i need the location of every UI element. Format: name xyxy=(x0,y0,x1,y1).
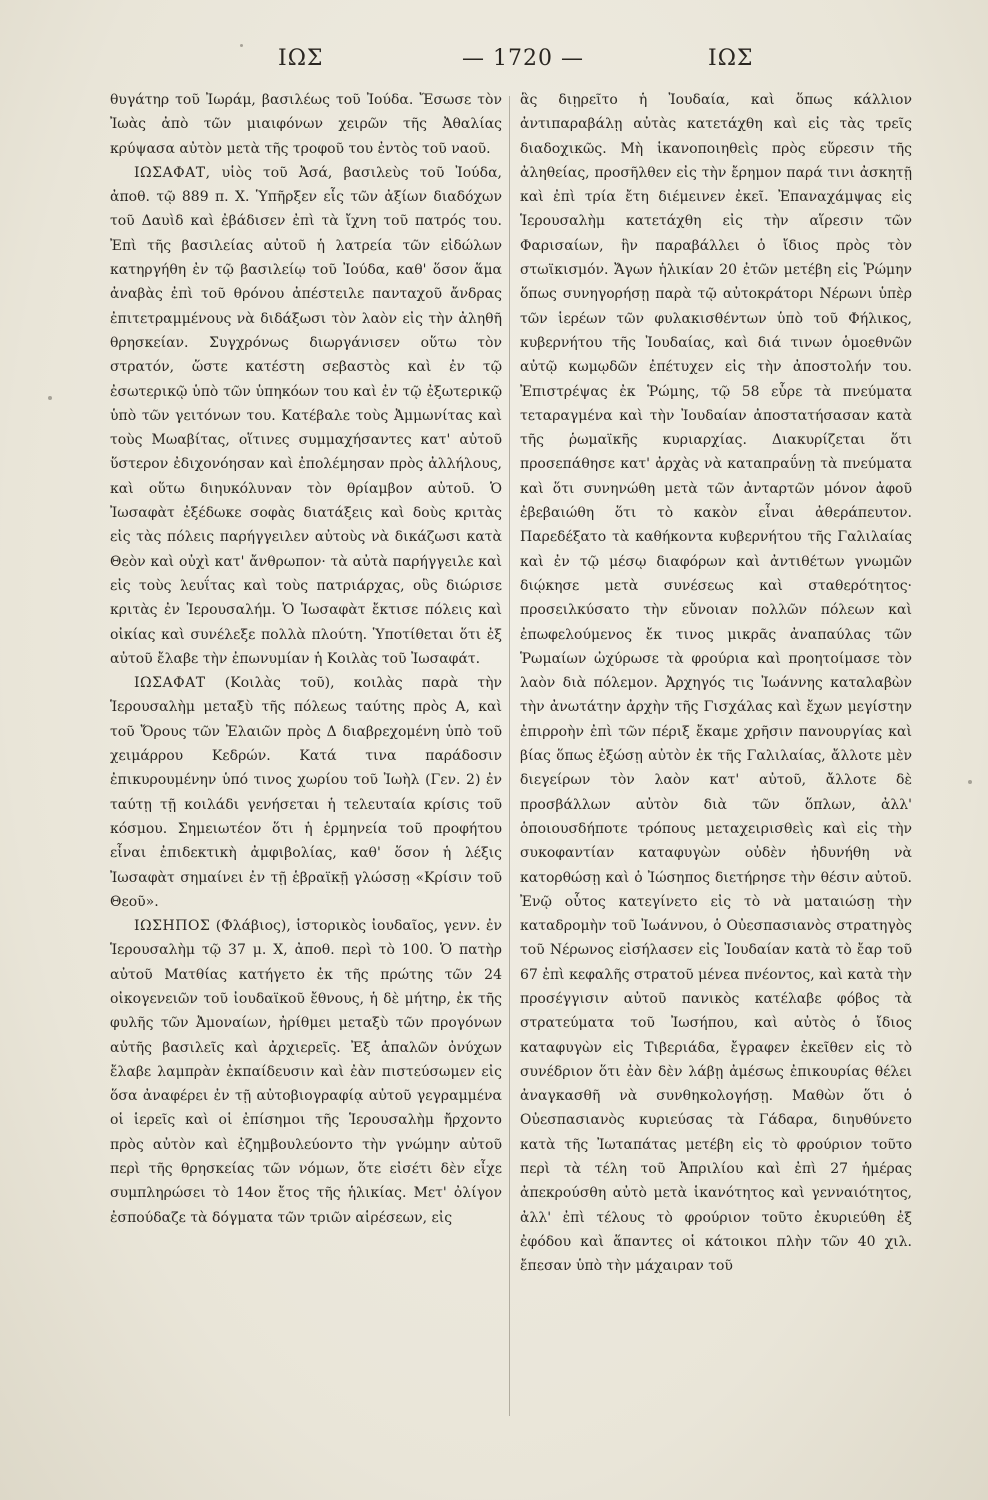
left-column xyxy=(110,88,502,1428)
paragraph-continuation: θυγάτηρ τοῦ Ἰωράμ, βασιλέως τοῦ Ἰούδα. Ἔσωσε τὸν Ἰωὰς ἀπὸ τῶν μιαιφόνων χειρῶν τῆς Ἀθαλίας κρύψασα αὐτὸν μετὰ τῆς τροφοῦ του ἐντὸς τοῦ ναοῦ. xyxy=(110,92,502,157)
running-header xyxy=(0,46,988,80)
entry-body: (Φλάβιος), ἱστορικὸς ἰουδαῖος, γενν. ἐν Ἱερουσαλὴμ τῷ 37 μ. Χ, ἀποθ. περὶ τὸ 100. Ὁ πατὴρ αὐτοῦ Ματθίας κατήγετο ἐκ τῆς πρώτης τῶν 24 οἰκογενειῶν τοῦ ἰουδαϊκοῦ ἔθνους, ἡ δὲ μήτηρ, ἐκ τῆς φυλῆς τῶν Ἀμοναίων, ἠρίθμει μεταξὺ τῶν προγόνων αὐτῆς βασιλεῖς καὶ ἀρχιερεῖς. Ἐξ ἁπαλῶν ὀνύχων ἔλαβε λαμπρὰν ἐκπαίδευσιν καὶ ἐὰν πιστεύσωμεν εἰς ὅσα ἀναφέρει ἐν τῇ αὐτοβιογραφίᾳ αὐτοῦ γεγραμμένα οἱ ἱερεῖς καὶ οἱ ἐπίσημοι τῆς Ἱερουσαλὴμ ἤρχοντο πρὸς αὐτὸν καὶ ἐζημβουλεύοντο τὴν γνώμην αὐτοῦ περὶ τῆς θρησκείας τῶν νόμων, ὅτε εἰσέτι δὲν εἶχε συμπληρώσει τὸ 14ον ἔτος τῆς ἡλικίας. Μετ' ὀλίγον ἐσπούδαζε τὰ δόγματα τῶν τριῶν αἱρέσεων, εἰς xyxy=(110,918,502,1226)
entry-iosipos xyxy=(110,914,502,1230)
entry-headword: ΙΩΣΗΠΟΣ xyxy=(134,918,211,935)
paragraph-continuation: ἃς διῃρεῖτο ἡ Ἰουδαία, καὶ ὅπως κάλλιον ἀντιπαραβάλῃ αὐτὰς κατετάχθη καὶ εἰς τὰς τρεῖς διαδοχικῶς. Μὴ ἱκανοποιηθεὶς πρὸς εὕρεσιν τῆς ἀληθείας, προσῆλθεν εἰς τὴν ἔρημον παρά τινι ἀσκητῇ καὶ ἐπὶ τρία ἔτη διέμεινεν ἐκεῖ. Ἐπαναχάμψας εἰς Ἱερουσαλὴμ κατετάχθη εἰς τὴν αἵρεσιν τῶν Φαρισαίων, ἣν παραβάλλει ὁ ἴδιος πρὸς τὸν στωϊκισμόν. Ἄγων ἡλικίαν 20 ἐτῶν μετέβη εἰς Ῥώμην ὅπως συνηγορήσῃ παρὰ τῷ αὐτοκράτορι Νέρωνι ὑπὲρ τῶν ἱερέων τῶν φυλακισθέντων ὑπὸ τοῦ Φήλικος, κυβερνήτου τῆς Ἰουδαίας, καὶ διά τινων ὁμοεθνῶν αὐτῷ κωμῳδῶν ἐπέτυχεν εἰς τὴν ἀποστολήν του. Ἐπιστρέψας ἐκ Ῥώμης, τῷ 58 εὗρε τὰ πνεύματα τεταραγμένα καὶ τὴν Ἰουδαίαν ἀποστατήσασαν κατὰ τῆς ῥωμαϊκῆς κυριαρχίας. Διακυρίζεται ὅτι προσεπάθησε κατ' ἀρχὰς νὰ καταπραΰνῃ τὰ πνεύματα καὶ ὅτι συνηνώθη μετὰ τῶν ἀνταρτῶν μόνον ἀφοῦ ἐβεβαιώθη ὅτι τὸ κακὸν εἶναι ἀθεράπευτον. Παρεδέξατο τὰ καθήκοντα κυβερνήτου τῆς Γαλιλαίας καὶ ἐν τῷ μέσῳ διαφόρων καὶ ἀντιθέτων γνωμῶν διῴκησε μετὰ συνέσεως καὶ σταθερότητος· προσειλκύσατο τὴν εὔνοιαν πολλῶν πόλεων καὶ ἐπωφελούμενος ἔκ τινος μικρᾶς ἀναπαύλας τῶν Ῥωμαίων ὠχύρωσε τὰ φρούρια καὶ προητοίμασε τὸν λαὸν διὰ πόλεμον. Ἀρχηγός τις Ἰωάννης καταλαβὼν τὴν ἀνωτάτην ἀρχὴν τῆς Γισχάλας καὶ ἔχων μεγίστην ἐπιρροὴν ἐπὶ τῶν πέριξ ἔκαμε χρῆσιν πανουργίας καὶ βίας ὅπως ἐξώσῃ αὐτὸν ἐκ τῆς Γαλιλαίας, ἄλλοτε μὲν διεγείρων τὸν λαὸν κατ' αὐτοῦ, ἄλλοτε δὲ προσβάλλων αὐτὸν διὰ τῶν ὅπλων, ἀλλ' ὁποιουσδήποτε τρόπους μεταχειρισθεὶς καὶ εἰς τὴν συκοφαντίαν καταφυγὼν οὐδὲν ἠδυνήθη νὰ κατορθώσῃ καὶ ὁ Ἰώσηπος διετήρησε τὴν θέσιν αὐτοῦ. Ἐνῷ οὗτος κατεγίνετο εἰς τὸ νὰ ματαιώσῃ τὴν καταδρομὴν τοῦ Ἰωάννου, ὁ Οὐεσπασιανὸς στρατηγὸς τοῦ Νέρωνος εἰσήλασεν εἰς Ἰουδαίαν κατὰ τὸ ἔαρ τοῦ 67 ἐπὶ κεφαλῆς στρατοῦ μένεα πνέοντος, καὶ κατὰ τὴν προσέγγισιν αὐτοῦ πανικὸς κατέλαβε φόβος τὰ στρατεύματα τοῦ Ἰωσήπου, καὶ αὐτὸς ὁ ἴδιος καταφυγὼν εἰς Τιβεριάδα, ἔγραφεν ἐκεῖθεν εἰς τὸ συνέδριον ὅτι ἐὰν δὲν λάβῃ ἀμέσως ἐπικουρίας θέλει ἀναγκασθῆ νὰ συνθηκολογήσῃ. Μαθὼν ὅτι ὁ Οὐεσπασιανὸς κυριεύσας τὰ Γάδαρα, διηυθύνετο κατὰ τῆς Ἰωταπάτας μετέβη εἰς τὸ φρούριον τοῦτο περὶ τὰ τέλη τοῦ Ἀπριλίου καὶ ἐπὶ 27 ἡμέρας ἀπεκρούσθη αὐτὸ μετὰ ἱκανότητος καὶ γενναιότητος, ἀλλ' ἐπὶ τέλους τὸ φρούριον τοῦτο ἐκυριεύθη ἐξ ἐφόδου καὶ ἅπαντες οἱ κάτοικοι πλὴν τῶν 40 χιλ. ἔπεσαν ὑπὸ τὴν μάχαιραν τοῦ xyxy=(520,92,912,1275)
header-right-keyword: ΙΩΣ xyxy=(708,46,754,71)
header-left-keyword: ΙΩΣ xyxy=(278,46,324,71)
ink-speck xyxy=(240,44,243,47)
entry-body: υἱὸς τοῦ Ἀσά, βασιλεὺς τοῦ Ἰούδα, ἀποθ. τῷ 889 π. Χ. Ὑπῆρξεν εἷς τῶν ἀξίων διαδόχων τοῦ Δαυὶδ καὶ ἐβάδισεν ἐπὶ τὰ ἴχνη τοῦ πατρός του. Ἐπὶ τῆς βασιλείας αὐτοῦ ἡ λατρεία τῶν εἰδώλων κατηργήθη ἐν τῷ βασιλείῳ τοῦ Ἰούδα, καθ' ὅσον ἅμα ἀναβὰς ἐπὶ τοῦ θρόνου ἀπέστειλε πανταχοῦ ἄνδρας ἐπιτετραμμένους νὰ διδάξωσι τὸν λαὸν εἰς τὴν ἀληθῆ θρησκείαν. Συγχρόνως διωργάνισεν οὕτω τὸν στρατόν, ὥστε κατέστη σεβαστὸς καὶ ἐν τῷ ἐσωτερικῷ ὑπὸ τῶν ὑπηκόων του καὶ ἐν τῷ ἐξωτερικῷ ὑπὸ τῶν γειτόνων του. Κατέβαλε τοὺς Ἀμμωνίτας καὶ τοὺς Μωαβίτας, οἵτινες συμμαχήσαντες κατ' αὐτοῦ ὕστερον ἐδιχονόησαν καὶ ἐπολέμησαν πρὸς ἀλλήλους, καὶ οὕτω διηυκόλυναν τὸν θρίαμβον αὐτοῦ. Ὁ Ἰωσαφὰτ ἐξέδωκε σοφὰς διατάξεις καὶ δοὺς κριτὰς εἰς τὰς πόλεις παρήγγειλεν αὐτοὺς νὰ δικάζωσι κατὰ Θεὸν καὶ οὐχὶ κατ' ἄνθρωπον· τὰ αὐτὰ παρήγγειλε καὶ εἰς τοὺς λευΐτας καὶ τοὺς πατριάρχας, οὓς διώρισε κριτὰς ἐν Ἱερουσαλήμ. Ὁ Ἰωσαφὰτ ἔκτισε πόλεις καὶ οἰκίας καὶ συνέλεξε πολλὰ πλούτη. Ὑποτίθεται ὅτι ἐξ αὐτοῦ ἔλαβε τὴν ἐπωνυμίαν ἡ Κοιλὰς τοῦ Ἰωσαφάτ. xyxy=(110,164,502,667)
ink-speck xyxy=(48,396,52,400)
entry-headword: ΙΩΣΑΦΑΤ, xyxy=(134,164,211,181)
ink-speck xyxy=(968,780,972,784)
entry-iosafat xyxy=(110,161,502,671)
column-divider xyxy=(509,96,510,1416)
entry-iosafat-valley xyxy=(110,671,502,914)
entry-body: (Κοιλὰς τοῦ), κοιλὰς παρὰ τὴν Ἱερουσαλὴμ μεταξὺ τῆς πόλεως ταύτης πρὸς Α, καὶ τοῦ Ὄρους τῶν Ἐλαιῶν πρὸς Δ διαβρεχομένη ὑπὸ τοῦ χειμάρρου Κεδρών. Κατά τινα παράδοσιν ἐπικυρουμένην ὑπό τινος χωρίου τοῦ Ἰωὴλ (Γεν. 2) ἐν ταύτῃ τῇ κοιλάδι γενήσεται ἡ τελευταία κρίσις τοῦ κόσμου. Σημειωτέον ὅτι ἡ ἑρμηνεία τοῦ προφήτου εἶναι ἐπιδεκτικὴ ἀμφιβολίας, καθ' ὅσον ἡ λέξις Ἰωσαφὰτ σημαίνει ἐν τῇ ἑβραϊκῇ γλώσσῃ «Κρίσιν τοῦ Θεοῦ». xyxy=(110,675,502,910)
right-column xyxy=(520,88,912,1428)
entry-headword: ΙΩΣΑΦΑΤ xyxy=(134,675,206,692)
page-number: — 1720 — xyxy=(462,46,584,71)
